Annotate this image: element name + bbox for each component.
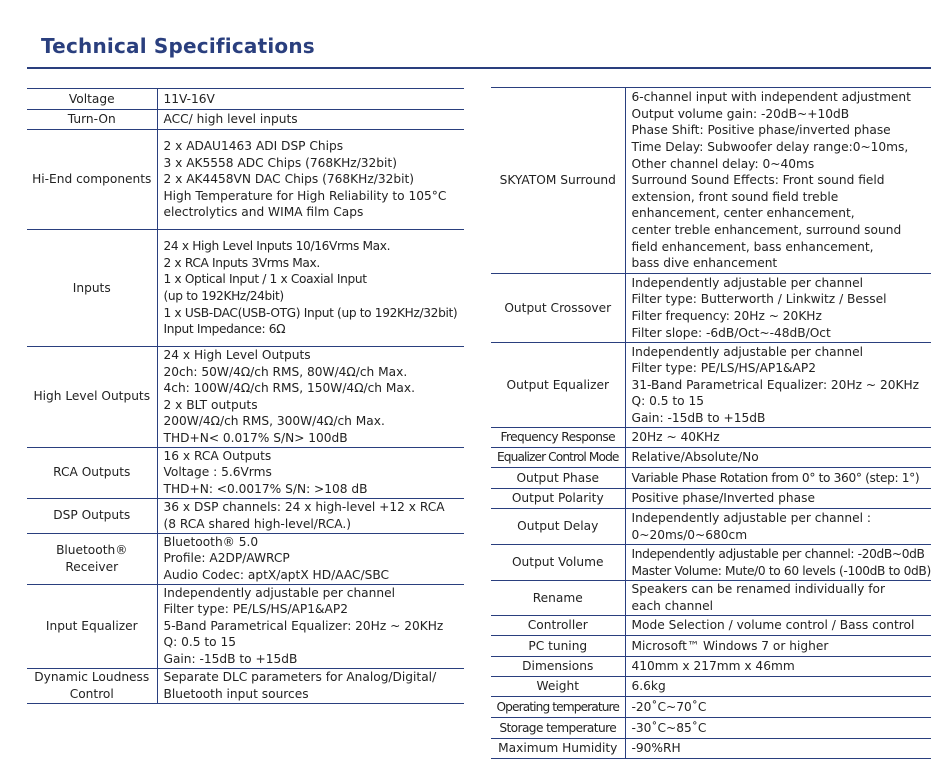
title-divider [27,67,931,69]
spec-label: Inputs [27,230,157,347]
spec-value-line: Time Delay: Subwoofer delay range:0~10ms, [631,140,909,155]
spec-value-line: 31-Band Parametrical Equalizer: 20Hz ~ 20KHz [631,377,920,392]
spec-label: Maximum Humidity [491,739,625,759]
spec-label: PC tuning [491,636,625,657]
spec-value-line: Q: 0.5 to 15 [163,635,236,650]
spec-value [625,468,931,489]
spec-value [625,274,931,343]
spec-value-line: Q: 0.5 to 15 [631,394,704,409]
spec-row-weight [491,677,931,697]
spec-value-line: enhancement, center enhancement, [631,206,855,221]
left-spec-table [27,88,464,704]
spec-label: Dimensions [491,657,625,677]
spec-value-line: Master Volume: Mute/0 to 60 levels (-100dB to 0dB) [631,563,931,578]
spec-value-line: 0~20ms/0~680cm [631,527,748,542]
spec-value-line: ACC/ high level inputs [163,112,298,127]
spec-value [625,343,931,428]
spec-value-line: 1 x USB-DAC(USB-OTG) Input (up to 192KHz/32bit) [163,305,458,320]
spec-value-line: 2 x AK4458VN DAC Chips (768KHz/32bit) [163,172,414,187]
spec-value-line: Filter frequency: 20Hz ~ 20KHz [631,309,822,323]
spec-value-line: Mode Selection / volume control / Bass control [631,618,915,633]
spec-value [625,545,931,581]
spec-row-output-phase [491,468,931,489]
spec-value [157,89,464,110]
spec-value-line: Other channel delay: 0~40ms [631,156,815,171]
spec-value [157,130,464,230]
spec-value-line: Separate DLC parameters for Analog/Digital/ [163,669,437,684]
spec-label: Controller [491,616,625,636]
spec-value-line: Output volume gain: -20dB~+10dB [631,106,850,121]
spec-row-controller [491,616,931,636]
spec-label: Voltage [27,89,157,110]
spec-value-line: -90%RH [631,741,681,756]
spec-label: High Level Outputs [27,347,157,448]
spec-label: Hi-End components [27,130,157,230]
spec-row-turn-on [27,110,464,130]
spec-value-line: -30˚C~85˚C [631,720,707,735]
spec-label: Dynamic Loudness Control [27,668,157,703]
spec-value-line: Independently adjustable per channel : [631,510,871,525]
spec-value [625,88,931,274]
spec-label: Turn-On [27,110,157,130]
spec-value [625,616,931,636]
spec-value-line: Bluetooth® 5.0 [163,534,259,549]
spec-row-storage-temperature [491,718,931,739]
spec-value-line: Gain: -15dB to +15dB [631,410,766,425]
spec-value [625,657,931,677]
spec-value-line: Profile: A2DP/AWRCP [163,551,290,566]
spec-label: Rename [491,581,625,616]
spec-value [157,447,464,498]
spec-label: Equalizer Control Mode [491,448,625,468]
spec-value-line: Speakers can be renamed individually for [631,582,885,597]
spec-value-line: 5-Band Parametrical Equalizer: 20Hz ~ 20KHz [163,618,444,633]
spec-value-line: 4ch: 100W/4Ω/ch RMS, 150W/4Ω/ch Max. [163,381,415,396]
spec-value [157,110,464,130]
spec-value [625,509,931,545]
spec-value [625,677,931,697]
spec-value-line: Filter slope: -6dB/Oct~-48dB/Oct [631,325,831,340]
spec-value-line: (up to 192KHz/24bit) [163,289,284,303]
spec-value-line: 20Hz ~ 40KHz [631,430,720,445]
spec-value-line: extension, front sound field treble [631,189,839,204]
spec-row-output-delay [491,509,931,545]
spec-value [157,668,464,703]
spec-value-line: electrolytics and WIMA film Caps [163,205,364,220]
spec-value-line: Filter type: PE/LS/HS/AP1&AP2 [163,602,348,617]
spec-label: RCA Outputs [27,447,157,498]
spec-value-line: 20ch: 50W/4Ω/ch RMS, 80W/4Ω/ch Max. [163,364,408,379]
spec-row-input-equalizer [27,584,464,668]
spec-value-line: Gain: -15dB to +15dB [163,651,298,666]
spec-row-rename [491,581,931,616]
spec-value-line: Independently adjustable per channel [163,585,395,600]
spec-value-line: Surround Sound Effects: Front sound field [631,173,885,188]
spec-value-line: 2 x ADAU1463 ADI DSP Chips [163,139,344,154]
spec-value [625,739,931,759]
spec-row-dimensions [491,657,931,677]
spec-row-output-volume [491,545,931,581]
spec-value-line: THD+N< 0.017% S/N> 100dB [163,430,348,445]
spec-value [157,533,464,584]
spec-row-skyatom-surround [491,88,931,274]
spec-row-frequency-response [491,428,931,448]
spec-value-line: center treble enhancement, surround sound [631,222,902,237]
spec-value-line: Voltage : 5.6Vrms [163,465,272,480]
spec-label: Weight [491,677,625,697]
spec-value-line: 410mm x 217mm x 46mm [631,659,795,674]
spec-value-line: Microsoft™ Windows 7 or higher [631,638,829,653]
spec-value-line: 24 x High Level Inputs 10/16Vrms Max. [163,239,391,254]
spec-value [625,697,931,718]
spec-value-line: 2 x BLT outputs [163,397,258,412]
spec-value-line: 1 x Optical Input / 1 x Coaxial Input [163,272,367,287]
spec-label: Output Delay [491,509,625,545]
spec-value [157,230,464,347]
spec-value [157,347,464,448]
spec-value-line: field enhancement, bass enhancement, [631,239,874,254]
spec-label: Storage temperature [491,718,625,739]
spec-value-line: High Temperature for High Reliability to 105°C [163,188,447,203]
spec-row-operating-temperature [491,697,931,718]
spec-value-line: -20˚C~70˚C [631,699,707,714]
spec-value-line: Phase Shift: Positive phase/inverted phase [631,123,891,138]
spec-label: SKYATOM Surround [491,88,625,274]
spec-value-line: Relative/Absolute/No [631,450,759,465]
spec-label: Output Equalizer [491,343,625,428]
page-title: Technical Specifications [41,34,315,58]
spec-label: Output Phase [491,468,625,489]
spec-row-rca-outputs [27,447,464,498]
spec-value-line: Audio Codec: aptX/aptX HD/AAC/SBC [163,567,390,582]
spec-value-line: Filter type: Butterworth / Linkwitz / Bessel [631,292,887,307]
spec-value [625,489,931,509]
spec-label: Output Crossover [491,274,625,343]
spec-value-line: 2 x RCA Inputs 3Vrms Max. [163,255,320,270]
spec-value-line: 36 x DSP channels: 24 x high-level +12 x RCA [163,499,445,514]
spec-value-line: 11V-16V [163,91,215,106]
spec-row-bluetooth-receiver [27,533,464,584]
spec-value-line: 16 x RCA Outputs [163,448,272,463]
spec-value-line: 3 x AK5558 ADC Chips (768KHz/32bit) [163,155,397,170]
spec-value-line: 200W/4Ω/ch RMS, 300W/4Ω/ch Max. [163,414,385,429]
spec-value-line: Positive phase/Inverted phase [631,491,815,506]
spec-value-line: (8 RCA shared high-level/RCA.) [163,516,352,531]
spec-label: Operating temperature [491,697,625,718]
spec-value-line: bass dive enhancement [631,256,778,271]
spec-value-line: 6-channel input with independent adjustment [631,90,911,105]
spec-value-line: Independently adjustable per channel: -20dB~0dB [631,546,925,561]
spec-value [625,448,931,468]
spec-value-line: Variable Phase Rotation from 0° to 360° (step: 1°) [631,470,920,485]
spec-value-line: THD+N: <0.0017% S/N: >108 dB [163,481,368,496]
spec-label: Input Equalizer [27,584,157,668]
spec-value [625,636,931,657]
spec-value [157,498,464,533]
spec-row-inputs [27,230,464,347]
spec-value-line: Bluetooth input sources [163,686,309,701]
spec-value [625,718,931,739]
spec-row-equalizer-control-mode [491,448,931,468]
spec-value-line: Independently adjustable per channel [631,275,863,290]
spec-value-line: Filter type: PE/LS/HS/AP1&AP2 [631,361,816,376]
spec-row-high-level-outputs [27,347,464,448]
spec-value-line: Input Impedance: 6Ω [163,322,286,337]
spec-row-dynamic-loudness-control [27,668,464,703]
spec-label: Frequency Response [491,428,625,448]
spec-row-maximum-humidity [491,739,931,759]
spec-value-line: 6.6kg [631,679,666,694]
spec-value-line: Independently adjustable per channel [631,344,863,359]
spec-value-line: 24 x High Level Outputs [163,348,311,362]
spec-value [625,428,931,448]
spec-value [625,581,931,616]
spec-row-output-crossover [491,274,931,343]
spec-row-hi-end-components [27,130,464,230]
right-spec-table [491,87,931,759]
spec-label: DSP Outputs [27,498,157,533]
spec-label: Bluetooth® Receiver [27,533,157,584]
spec-value-line: each channel [631,599,713,613]
spec-row-output-polarity [491,489,931,509]
spec-row-voltage [27,89,464,110]
spec-label: Output Polarity [491,489,625,509]
spec-label: Output Volume [491,545,625,581]
spec-value [157,584,464,668]
spec-row-dsp-outputs [27,498,464,533]
spec-row-pc-tuning [491,636,931,657]
spec-row-output-equalizer [491,343,931,428]
